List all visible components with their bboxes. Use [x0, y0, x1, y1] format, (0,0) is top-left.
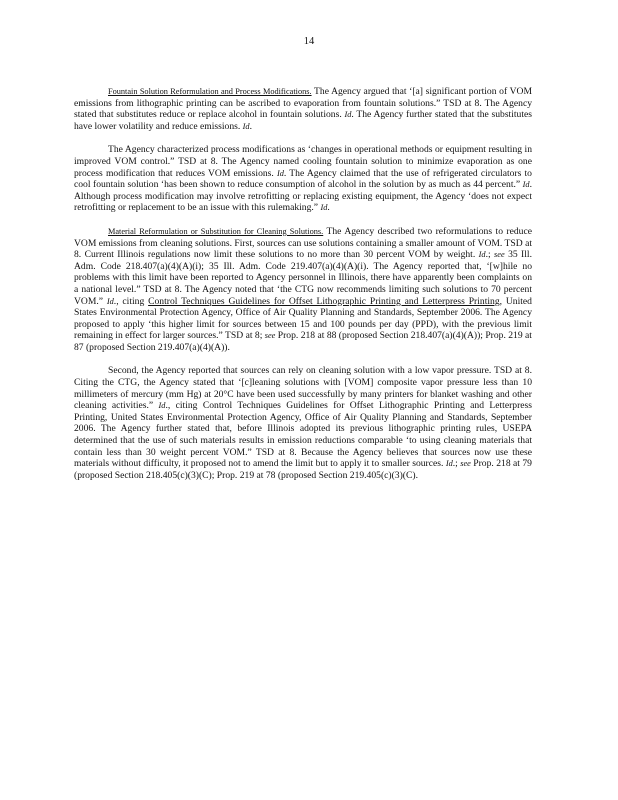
section-heading-cleaning-solutions: Material Reformulation or Substitution for Cleaning Solutions. — [108, 226, 324, 236]
paragraph-text: The Agency described two reformulations to reduce VOM emissions from cleaning solutions. First, sources can use solutions containing a smaller amount of VOM. TSD at 8. Current Illinois regulations now limit these solutions to no more than 30 percent VOM by weight. — [74, 225, 532, 261]
cited-document-title: Control Techniques Guidelines for Offset Lithographic Printing and Letterpress Printing — [148, 295, 500, 307]
document-body — [74, 86, 532, 493]
citation-see: see — [494, 250, 505, 260]
citation-id: Id — [242, 121, 250, 131]
paragraph-text: 35 Ill. Adm. Code 218.407(a)(4)(A)(i); 35 Ill. Adm. Code 219.407(a)(4)(A)(i). The Agency reported that, ‘[w]hile no problems with this limit have been reported to Agency personnel in Illinois, there have apparently been complaints on a national level.” TSD at 8. The Agency noted that ‘the CTG now recommends limiting such solutions to 70 percent VOM.” — [74, 249, 532, 307]
citation-see: see — [264, 331, 276, 341]
citation-id: Id — [522, 180, 530, 190]
paragraph-text: ., citing — [113, 295, 145, 307]
paragraph-text: The Agency argued that ‘[a] significant portion of VOM emissions from lithographic printing can be ascribed to evaporation from fountain solutions.” TSD at 8. The Agency stated that substitutes reduce or replace alcohol in fountain solutions. — [74, 86, 532, 121]
paragraph-text: ., citing — [165, 400, 198, 412]
paragraph-text: , United States Environmental Protection Agency, Office of Air Quality Planning and Standards, September 2006. The Agency proposed to apply ‘this higher limit for sources between 15 and 100 pounds per day (PPD), with the previous limit remaining in effect for larger sources.” TSD at 8; — [74, 295, 532, 342]
paragraph-process-modifications — [74, 144, 532, 214]
citation-id: Id — [344, 110, 352, 120]
paragraph-text: .; — [452, 458, 458, 470]
paragraph-text: Second, the Agency reported that sources can rely on cleaning solution with a low vapor pressure. TSD at 8. Citing the CTG, the Agency stated that ‘[c]leaning solutions with [VOM] composite vapor pressure less than 10 millimeters of mercury (mm Hg) at 20°C have been used successfully by many printers for blanket washing and other cleaning activities.” — [74, 365, 532, 412]
page-number: 14 — [303, 36, 315, 47]
citation-id: Id — [445, 459, 453, 469]
paragraph-low-vapor-pressure — [74, 365, 532, 481]
citation-id: Id — [276, 168, 284, 178]
citation-id: Id — [478, 250, 486, 260]
citation-see: see — [460, 459, 471, 469]
citation-id: Id — [320, 203, 328, 213]
paragraph-text: .; — [485, 249, 491, 261]
paragraph-text: Prop. 218 at 88 (proposed Section 218.407(a)(4)(A)); Prop. 219 at 87 (proposed Section 219.407(a)(4)(A)). — [74, 330, 532, 353]
citation-id: Id — [106, 296, 114, 306]
paragraph-text: , United States Environmental Protection Agency, Office of Air Quality Planning and Standards, September 2006. The Agency further stated that, before Illinois adopted its previous lithographic printing rules, USEPA determined that the use of such materials results in emission reductions comparable ‘to using cleaning materials that contain less than 30 weight percent VOM.” TSD at 8. Because the Agency believes that sources now use these materials without difficulty, it proposed not to amend the limit but to apply it to smaller sources. — [74, 411, 532, 470]
paragraph-text: . The Agency claimed that the use of refrigerated circulators to cool fountain solution ‘has been shown to reduce consumption of alcohol in the solution by as much as 44 percent.” — [74, 167, 532, 191]
paragraph-text: . Although process modification may involve retrofitting or replacing existing equipment, the Agency ‘does not expect retrofitting or replacement to be an issue with this rulemaking.” — [74, 179, 532, 214]
paragraph-text: . — [327, 202, 330, 214]
citation-id: Id — [158, 401, 166, 411]
paragraph-text: . — [249, 120, 252, 132]
section-heading-fountain-solution: Fountain Solution Reformulation and Process Modifications. — [108, 87, 312, 96]
cited-document-title: Control Techniques Guidelines for Offset Lithographic Printing and Letterpress Printing — [74, 400, 532, 423]
paragraph-fountain-solution — [74, 86, 532, 132]
paragraph-cleaning-solutions — [74, 226, 532, 354]
paragraph-text: Prop. 218 at 79 (proposed Section 218.405(c)(3)(C); Prop. 219 at 78 (proposed Section 219.405(c)(3)(C). — [74, 458, 532, 481]
paragraph-text: The Agency characterized process modifications as ‘changes in operational methods or equipment resulting in improved VOM control.” TSD at 8. The Agency named cooling fountain solution to minimize evaporation as one process modification that reduces VOM emissions. — [74, 144, 532, 179]
paragraph-text: . The Agency further stated that the substitutes have lower volatility and reduce emissions. — [74, 109, 533, 132]
